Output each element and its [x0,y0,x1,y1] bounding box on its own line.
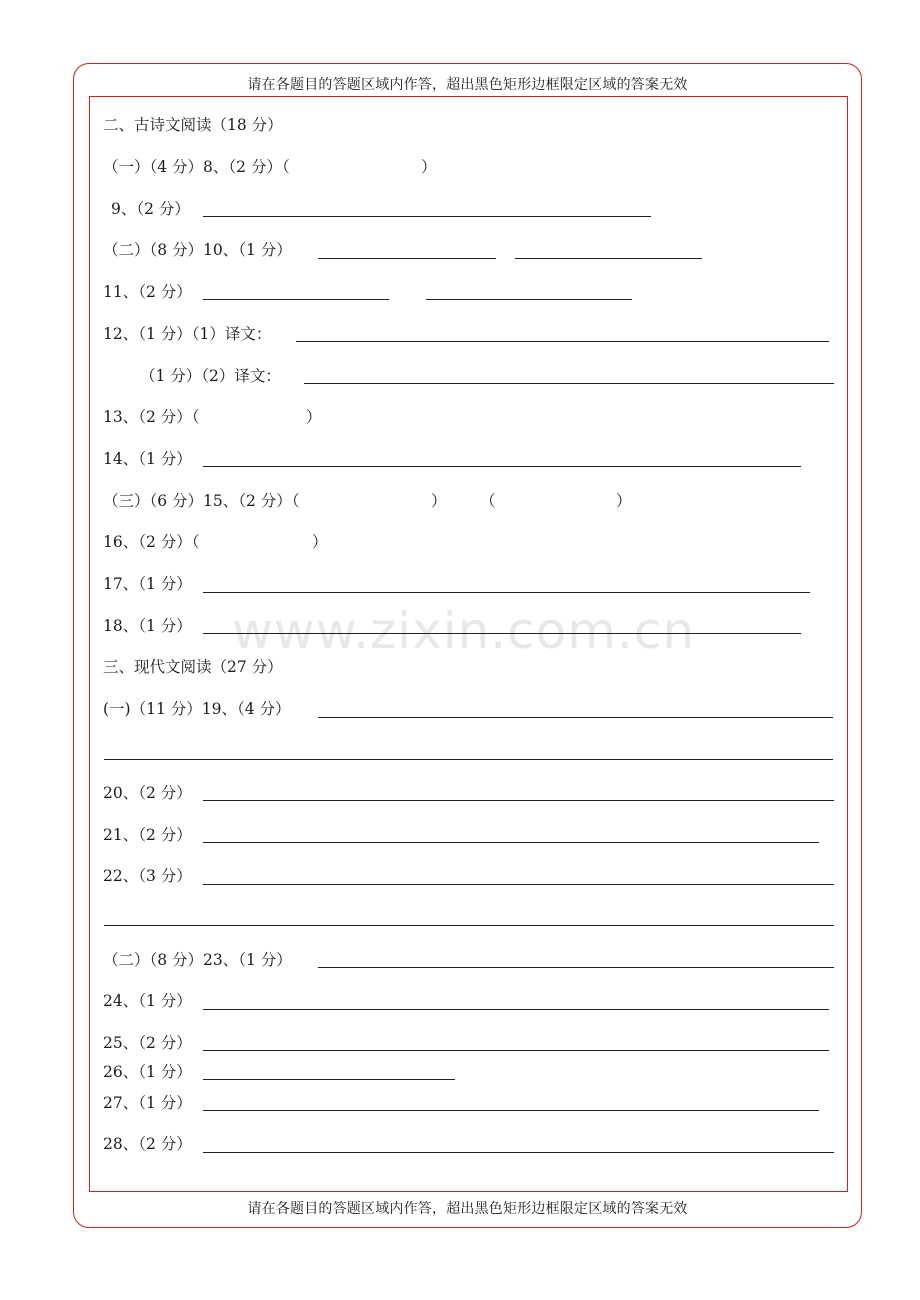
question-27-label: 27、（1 分） [103,1094,192,1112]
top-notice: 请在各题目的答题区域内作答，超出黑色矩形边框限定区域的答案无效 [247,77,688,93]
question-18-label: 18、（1 分） [103,617,192,635]
question-22-answer-line-2[interactable] [104,925,834,926]
question-13-close-paren: ） [306,408,322,426]
section-2-title: 二、古诗文阅读（18 分） [103,116,283,134]
question-15-close-paren-1: ） [431,492,447,510]
question-27-answer-line[interactable] [203,1110,819,1111]
question-12-part-2-label: （1 分）（2）译文： [140,367,281,385]
question-12-part-2-answer-line[interactable] [304,383,834,384]
question-22-answer-line-1[interactable] [203,884,834,885]
question-25-label: 25、（2 分） [103,1034,192,1052]
question-23-answer-line[interactable] [318,967,834,968]
question-18-answer-line[interactable] [203,633,801,634]
question-13-label: 13、（2 分）（ [103,408,200,426]
question-10-answer-line-1[interactable] [318,258,496,259]
question-23-label: （二）（8 分）23、（1 分） [103,951,292,969]
question-9-label: 9、（2 分） [111,200,190,218]
question-14-answer-line[interactable] [203,466,801,467]
question-15-close-paren-2: ） [616,492,632,510]
question-16-close-paren: ） [312,533,328,551]
question-15-label: （三）（6 分）15、（2 分）（ [103,492,300,510]
question-26-label: 26、（1 分） [103,1063,192,1081]
question-28-answer-line[interactable] [203,1152,834,1153]
question-17-answer-line[interactable] [203,592,810,593]
question-19-answer-line-1[interactable] [318,717,833,718]
question-24-label: 24、（1 分） [103,992,192,1010]
question-24-answer-line[interactable] [203,1009,829,1010]
question-12-part-1-label: 12、（1 分）（1）译文： [103,325,272,343]
question-19-label: (一)（11 分）19、（4 分） [103,700,291,718]
bottom-notice: 请在各题目的答题区域内作答，超出黑色矩形边框限定区域的答案无效 [247,1201,688,1217]
section-3-title: 三、现代文阅读（27 分） [103,658,283,676]
question-28-label: 28、（2 分） [103,1135,192,1153]
question-11-answer-line-2[interactable] [426,299,632,300]
question-25-answer-line[interactable] [203,1050,829,1051]
watermark: www.zixin.com.cn [232,602,696,660]
question-26-answer-line[interactable] [203,1079,455,1080]
question-15-open-paren-2: （ [480,492,496,510]
question-16-label: 16、（2 分）（ [103,533,200,551]
question-20-answer-line[interactable] [203,800,834,801]
question-12-part-1-answer-line[interactable] [296,341,829,342]
question-20-label: 20、（2 分） [103,784,192,802]
question-11-label: 11、（2 分） [103,283,192,301]
question-17-label: 17、（1 分） [103,575,192,593]
question-19-answer-line-2[interactable] [104,759,833,760]
question-10-label: （二）（8 分）10、（1 分） [103,241,292,259]
question-21-answer-line[interactable] [203,842,819,843]
question-10-answer-line-2[interactable] [515,258,702,259]
question-11-answer-line-1[interactable] [203,299,389,300]
question-8-label: （一）（4 分）8、（2 分）（ [103,158,290,176]
question-21-label: 21、（2 分） [103,826,192,844]
question-22-label: 22、（3 分） [103,867,192,885]
question-8-close-paren: ） [421,158,437,176]
question-9-answer-line[interactable] [203,216,651,217]
question-14-label: 14、（1 分） [103,450,192,468]
